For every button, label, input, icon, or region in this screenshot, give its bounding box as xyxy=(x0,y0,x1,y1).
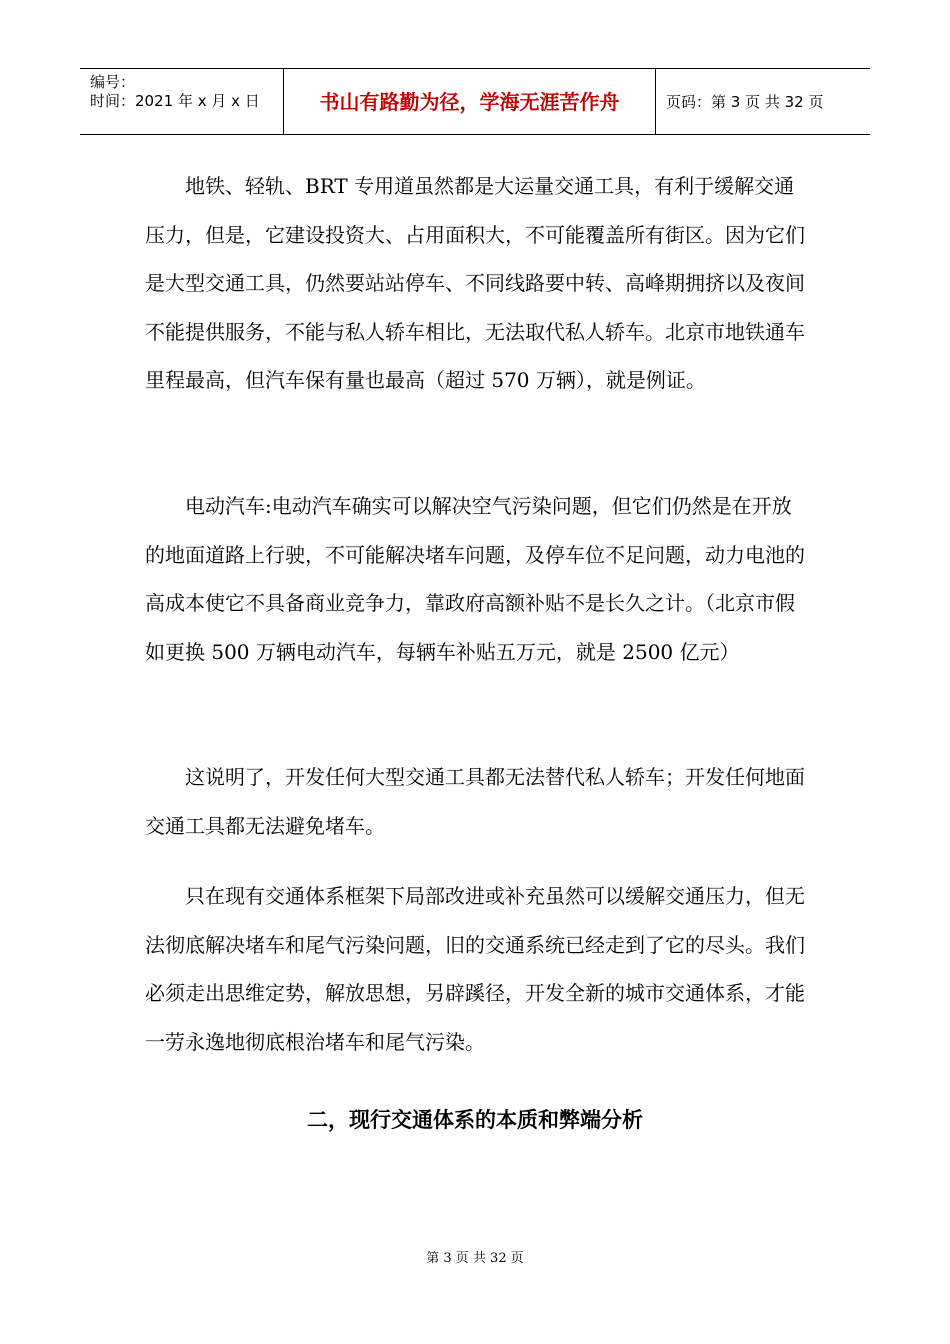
header-motto: 书山有路勤为径，学海无涯苦作舟 xyxy=(283,69,656,135)
paragraph-text: 电动汽车:电动汽车确实可以解决空气污染问题，但它们仍然是在开放的地面道路上行驶，不可能解决堵车问题，及停车位不足问题，动力电池的高成本使它不具备商业竞争力，靠政府高额补贴不是长久之计。（北京市假如更换 500 万辆电动汽车，每辆车补贴五万元，就是 2500 亿元） xyxy=(145,494,805,664)
paragraph-conclusion xyxy=(145,753,805,850)
header-page-info: 页码：第 3 页 共 32 页 xyxy=(666,93,824,111)
document-number-label: 编号： xyxy=(90,73,136,91)
section-heading: 二，现行交通体系的本质和弊端分析 xyxy=(307,1108,643,1132)
paragraph-electric-car xyxy=(145,482,805,676)
paragraph-subway xyxy=(145,162,805,405)
page-header xyxy=(80,68,870,135)
paragraph-text: 只在现有交通体系框架下局部改进或补充虽然可以缓解交通压力，但无法彻底解决堵车和尾气污染问题，旧的交通系统已经走到了它的尽头。我们必须走出思维定势，解放思想，另辟蹊径，开发全新的城市交通体系，才能一劳永逸地彻底根治堵车和尾气污染。 xyxy=(145,884,805,1054)
paragraph-text: 这说明了，开发任何大型交通工具都无法替代私人轿车；开发任何地面交通工具都无法避免堵车。 xyxy=(145,765,805,838)
paragraph-text: 地铁、轻轨、BRT 专用道虽然都是大运量交通工具，有利于缓解交通压力，但是，它建设投资大、占用面积大，不可能覆盖所有街区。因为它们是大型交通工具，仍然要站站停车、不同线路要中转、高峰期拥挤以及夜间不能提供服务，不能与私人轿车相比，无法取代私人轿车。北京市地铁通车里程最高，但汽车保有量也最高（超过 570 万辆），就是例证。 xyxy=(145,174,805,392)
paragraph-new-system xyxy=(145,872,805,1066)
header-info-cell xyxy=(80,69,283,135)
page-footer: 第 3 页 共 32 页 xyxy=(426,1251,524,1266)
document-date-label: 时间：2021 年 x 月 x 日 xyxy=(90,92,260,110)
